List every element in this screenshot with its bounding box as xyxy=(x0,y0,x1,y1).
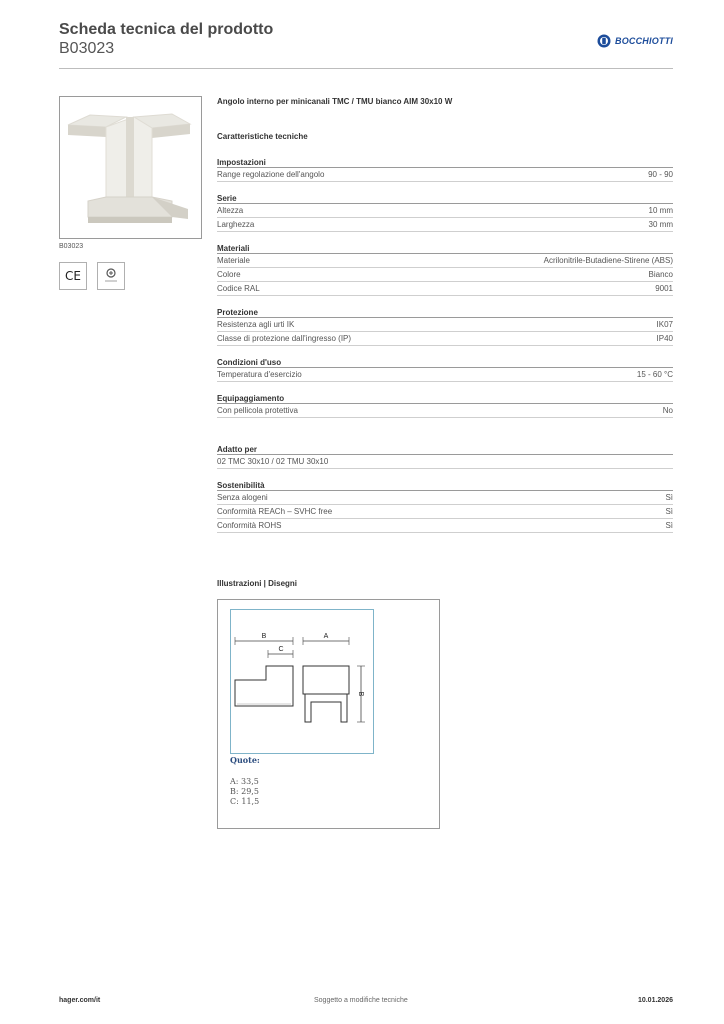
dimension-drawing-svg xyxy=(231,610,373,753)
brand-logo xyxy=(597,34,673,48)
group-title: Equipaggiamento xyxy=(217,393,673,404)
quote-a: A: 33,5 xyxy=(230,777,259,786)
ce-mark-badge xyxy=(59,262,87,290)
spec-group-serie xyxy=(217,193,673,232)
spec-label: Range regolazione dell'angolo xyxy=(217,170,325,179)
group-title: Impostazioni xyxy=(217,157,673,168)
dimension-label-a: A xyxy=(323,633,329,640)
technical-drawing-panel xyxy=(217,599,440,829)
group-title: Materiali xyxy=(217,243,673,254)
spec-label: Resistenza agli urti IK xyxy=(217,320,295,329)
dimension-label-b: B xyxy=(261,633,267,640)
spec-label: Codice RAL xyxy=(217,284,260,293)
spec-label: Conformità ROHS xyxy=(217,521,282,530)
group-title: Protezione xyxy=(217,307,673,318)
specs-panel xyxy=(217,96,673,544)
spec-value: Sì xyxy=(665,507,673,516)
spec-group-equipaggiamento xyxy=(217,393,673,418)
spec-group-materiali xyxy=(217,243,673,296)
group-title: Sostenibilità xyxy=(217,480,673,491)
characteristics-heading: Caratteristiche tecniche xyxy=(217,132,308,141)
spec-row xyxy=(217,282,673,296)
spec-label: 02 TMC 30x10 / 02 TMU 30x10 xyxy=(217,457,329,466)
brand-name: BOCCHIOTTI xyxy=(615,36,673,46)
footer-notice: Soggetto a modifiche tecniche xyxy=(314,997,408,1004)
spec-label: Altezza xyxy=(217,206,244,215)
group-title: Serie xyxy=(217,193,673,204)
group-title: Adatto per xyxy=(217,444,673,455)
spec-row xyxy=(217,204,673,218)
footer-website: hager.com/it xyxy=(59,997,101,1004)
spec-label: Senza alogeni xyxy=(217,493,268,502)
ce-mark-text: CE xyxy=(65,269,81,283)
quote-c: C: 11,5 xyxy=(230,797,260,806)
spec-row xyxy=(217,254,673,268)
spec-label: Con pellicola protettiva xyxy=(217,406,298,415)
spec-group-protezione xyxy=(217,307,673,346)
spec-value: Bianco xyxy=(648,270,673,279)
spec-value: No xyxy=(662,406,673,415)
spec-row xyxy=(217,318,673,332)
spec-value: 15 - 60 °C xyxy=(636,370,673,379)
spec-label: Classe di protezione dall'ingresso (IP) xyxy=(217,334,352,343)
header-divider xyxy=(59,68,673,69)
spec-value: 30 mm xyxy=(648,220,673,229)
spec-value: Sì xyxy=(665,493,673,502)
product-angle-image xyxy=(60,97,201,238)
spec-row xyxy=(217,455,673,469)
dimension-label-c: C xyxy=(278,646,284,653)
product-description: Angolo interno per minicanali TMC / TMU bianco AIM 30x10 W xyxy=(217,97,453,106)
dimension-drawing xyxy=(230,609,374,754)
illustrations-heading: Illustrazioni | Disegni xyxy=(217,579,298,588)
spec-value: Acrilonitrile-Butadiene-Stirene (ABS) xyxy=(543,256,673,265)
spec-row xyxy=(217,519,673,533)
spec-label: Temperatura d'esercizio xyxy=(217,370,302,379)
product-code-heading: B03023 xyxy=(59,40,115,57)
product-code-label: B03023 xyxy=(59,243,84,250)
spec-label: Conformità REACh – SVHC free xyxy=(217,507,333,516)
group-title: Condizioni d'uso xyxy=(217,357,673,368)
spec-value: 10 mm xyxy=(648,206,673,215)
spec-group-adatto-per xyxy=(217,444,673,469)
spec-value: IP40 xyxy=(656,334,673,343)
page-header xyxy=(59,20,673,70)
spec-group-sostenibilita xyxy=(217,480,673,533)
spec-row xyxy=(217,491,673,505)
spec-group-condizioni-uso xyxy=(217,357,673,382)
eac-mark-badge xyxy=(97,262,125,290)
spec-group-impostazioni xyxy=(217,157,673,182)
spec-label: Materiale xyxy=(217,256,250,265)
page-title: Scheda tecnica del prodotto xyxy=(59,21,274,38)
spec-value: 90 - 90 xyxy=(648,170,673,179)
footer-date: 10.01.2026 xyxy=(637,997,673,1004)
spec-value: 9001 xyxy=(655,284,673,293)
product-image xyxy=(59,96,202,239)
spec-row xyxy=(217,404,673,418)
spec-row xyxy=(217,268,673,282)
spec-value: Sì xyxy=(665,521,673,530)
eac-mark-icon xyxy=(101,266,121,286)
quote-b: B: 29,5 xyxy=(230,787,259,796)
spec-row xyxy=(217,168,673,182)
spec-value: IK07 xyxy=(656,320,673,329)
spec-row xyxy=(217,332,673,346)
quote-title: Quote: xyxy=(230,755,260,765)
spec-label: Colore xyxy=(217,270,241,279)
bocchiotti-logo-icon xyxy=(597,34,611,48)
spec-row xyxy=(217,218,673,232)
dimension-label-b-vertical: B xyxy=(357,691,364,697)
spec-row xyxy=(217,368,673,382)
spec-label: Larghezza xyxy=(217,220,255,229)
spec-row xyxy=(217,505,673,519)
